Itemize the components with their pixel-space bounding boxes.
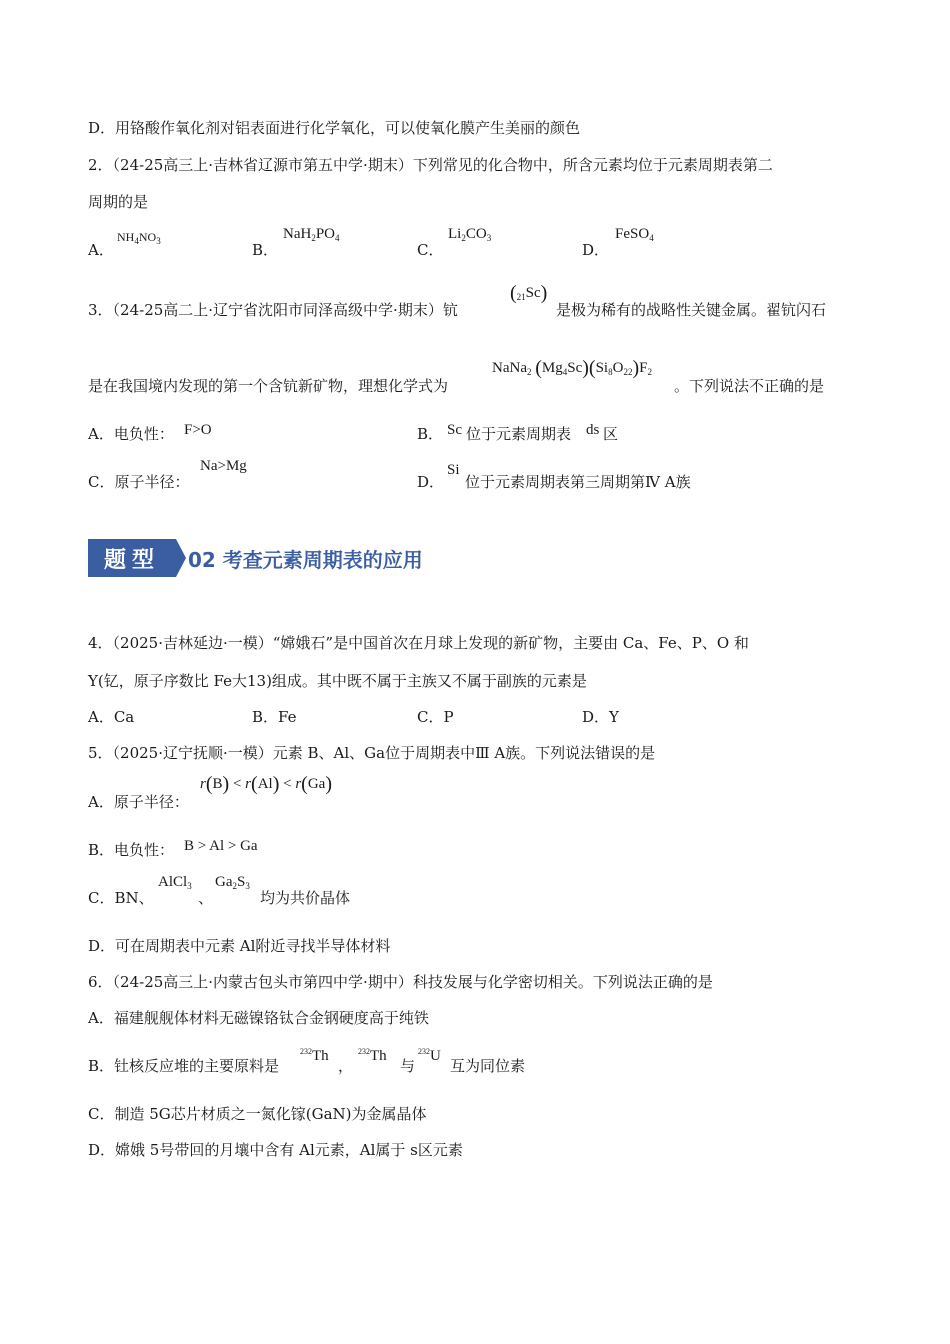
formula-sc: Sc [447,422,462,438]
section-title: 02 考查元素周期表的应用 [188,547,423,572]
formula-feso4: FeSO$_4$ [615,226,654,243]
q2-option-c-label: C． [417,241,444,259]
formula-ga2s3: $Ga_2S_3$ [215,874,250,891]
q6-option-b-post: 互为同位素 [450,1057,526,1075]
q3-stem-line2-a: 是在我国境内发现的第一个含钪新矿物，理想化学式为 [88,377,449,395]
q6-option-b-pre: B．钍核反应堆的主要原料是 [88,1057,280,1075]
q3-option-c-label: C．原子半径： [88,473,190,491]
q2-option-b-label: B． [252,241,279,259]
q3-option-b-mid: 位于元素周期表 [466,425,572,443]
q6-option-d: D．嫦娥 5号带回的月壤中含有 Al元素，Al属于 s区元素 [88,1141,463,1159]
formula-en-chain: B > Al > Ga [184,838,258,854]
q3-option-d-post: 位于元素周期表第三周期第Ⅳ A族 [465,473,691,491]
formula-th232-b: $^{232}$Th [358,1047,387,1064]
q6-option-c: C．制造 5G芯片材质之一氮化镓(GaN)为金属晶体 [88,1105,427,1123]
q4-stem-line1: 4．（2025·吉林延边·一模）“嫦娥石”是中国首次在月球上发现的新矿物，主要由 Ca、Fe、P、O 和 [88,634,749,652]
q5-option-c-pre: C．BN、 [88,889,154,907]
badge-arrow [176,539,186,577]
q5-option-c-sep: 、 [198,889,214,907]
formula-th232-a: $^{232}$Th [300,1047,329,1064]
formula-nah2po4: $NaH_2PO_4$ [283,226,340,243]
q2-option-d-label: D． [582,241,610,259]
q3-stem-line1-a: 3．（24-25高二上·辽宁省沈阳市同泽高级中学·期末）钪 [88,301,458,319]
formula-nh4no3: $NH_4NO_3$ [117,230,161,246]
q2-stem-line1: 2．（24-25高三上·吉林省辽源市第五中学·期末）下列常见的化合物中，所含元素均位于元素周期表第二 [88,156,773,174]
q3-option-a-label: A．电负性： [88,425,174,443]
formula-alcl3: AlCl$_3$ [158,874,192,891]
formula-radius-chain: r(B) < r(Al) < r(Ga) [200,773,333,795]
formula-li2co3: $Li_2CO_3$ [448,226,492,243]
formula-u232: $^{232}$U [418,1047,441,1064]
section-banner [88,539,423,577]
q4-option-c: C．P [417,708,454,726]
formula-si: Si [447,462,460,478]
q4-option-a: A．Ca [88,708,135,726]
q3-stem-line2-b: 。下列说法不正确的是 [674,377,825,395]
q5-option-d: D．可在周期表中元素 Al附近寻找半导体材料 [88,937,391,955]
q5-option-b-label: B．电负性： [88,841,175,859]
q5-option-a-label: A．原子半径： [88,793,189,811]
q5-stem: 5．（2025·辽宁抚顺·一模）元素 B、Al、Ga位于周期表中Ⅲ A族。下列说法错误的是 [88,744,656,762]
q2-stem-line2: 周期的是 [88,193,149,211]
q6-stem: 6．（24-25高三上·内蒙古包头市第四中学·期中）科技发展与化学密切相关。下列说法正确的是 [88,973,713,991]
q3-option-b-post: 区 [603,425,619,443]
formula-ds: ds [586,422,600,438]
q5-option-c-post: 均为共价晶体 [260,889,351,907]
q1-option-d: D．用铬酸作氧化剂对铝表面进行化学氧化，可以使氧化膜产生美丽的颜色 [88,119,581,137]
formula-r-na-mg: Na>Mg [200,458,247,474]
q4-stem-line2: Y(钇，原子序数比 Fe大13)组成。其中既不属于主族又不属于副族的元素是 [88,672,587,690]
q6-option-b-and: 与 [400,1057,416,1075]
q3-option-b-pre: B． [417,425,444,443]
formula-sc21: $(_{21}Sc)$ [510,282,548,304]
q3-stem-line1-b: 是极为稀有的战略性关键金属。翟钪闪石 [556,301,827,319]
formula-en-f-o: F>O [184,422,212,438]
q6-option-a: A．福建舰舰体材料无磁镍铬钛合金钢硬度高于纯铁 [88,1009,429,1027]
q4-option-b: B．Fe [252,708,297,726]
q6-option-b-comma: ， [338,1057,354,1075]
q4-option-d: D．Y [582,708,619,726]
section-badge: 题型 [88,539,176,577]
q3-option-d-pre: D． [417,473,445,491]
q2-option-a-label: A． [88,241,114,259]
formula-zhaikangshanshi: NaNa$_2$ $(Mg_4Sc)(Si_8O_{22})F_2$ [492,357,652,379]
